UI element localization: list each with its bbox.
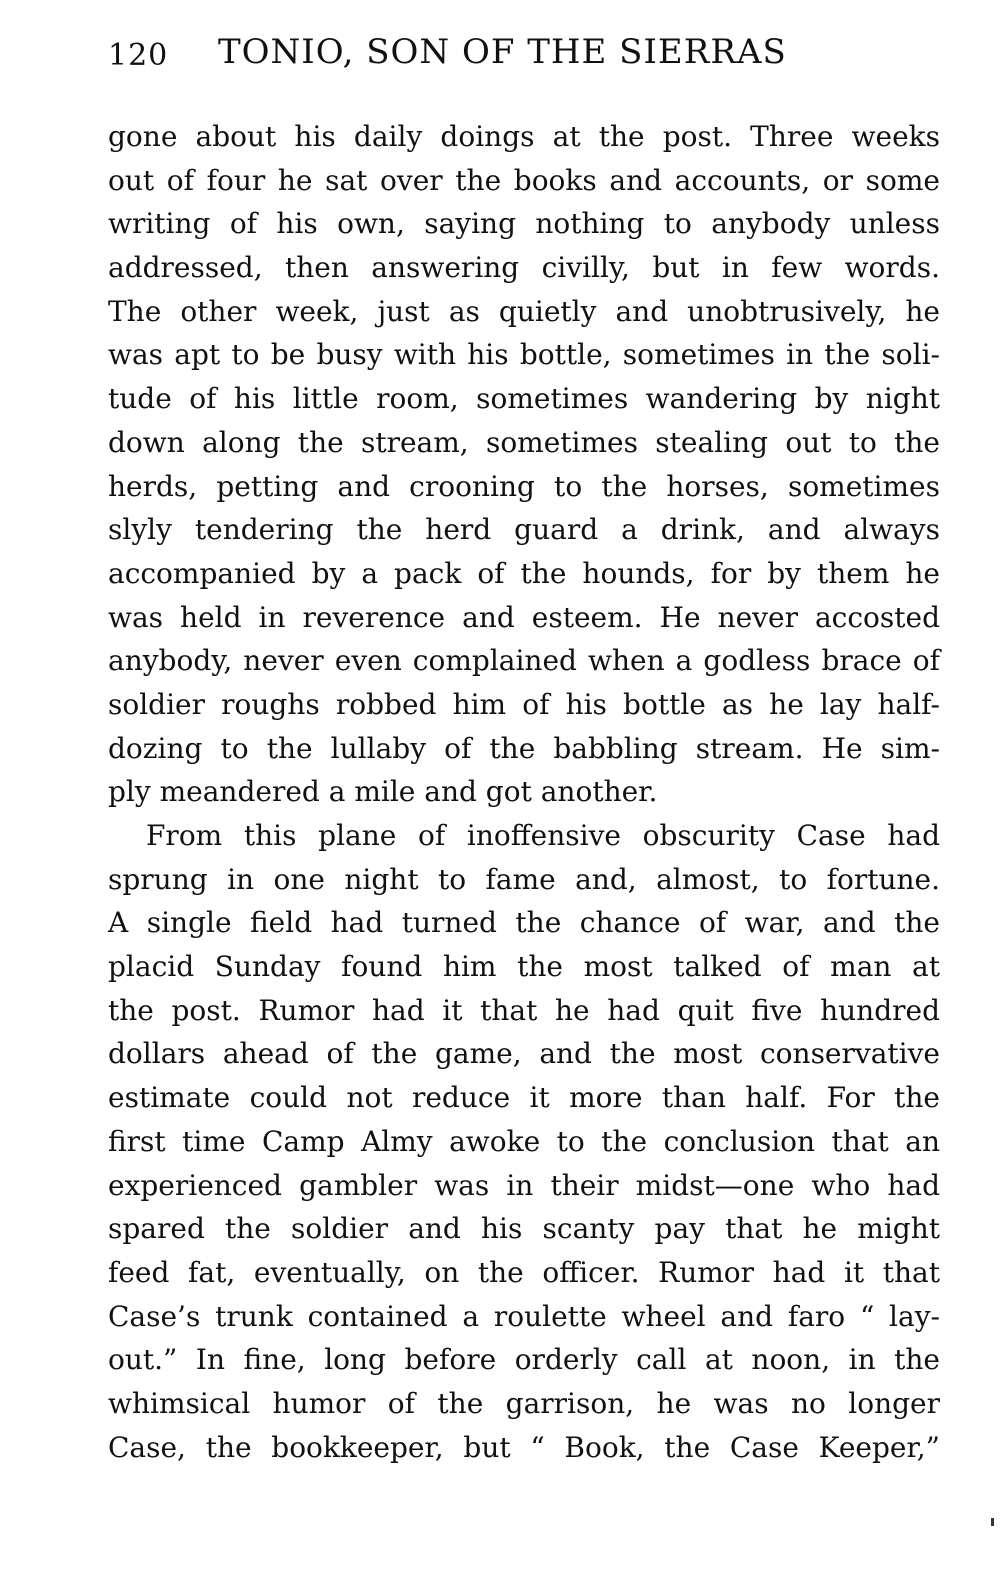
text-line: A single field had turned the chance of war, and the (108, 906, 940, 940)
text-line: herds, petting and crooning to the horses, sometimes (108, 469, 940, 503)
text-line: estimate could not reduce it more than half. For the (108, 1081, 940, 1115)
text-line: slyly tendering the herd guard a drink, and always (108, 513, 940, 547)
text-line: accompanied by a pack of the hounds, for by them he (108, 556, 940, 590)
text-line: tude of his little room, sometimes wandering by night (108, 382, 940, 416)
text-line: The other week, just as quietly and unobtrusively, he (108, 294, 940, 328)
text-line: was held in reverence and esteem. He never accosted (108, 600, 940, 634)
page-header (108, 30, 938, 86)
text-line: addressed, then answering civilly, but in few words. (108, 251, 940, 285)
text-line: was apt to be busy with his bottle, sometimes in the soli- (108, 338, 940, 372)
scan-mark (991, 1518, 994, 1526)
text-line: gone about his daily doings at the post. Three weeks (108, 120, 940, 153)
text-line: out of four he sat over the books and accounts, or some (108, 163, 940, 197)
text-line: dozing to the lullaby of the babbling stream. He sim- (108, 731, 940, 765)
text-line: Case, the bookkeeper, but “ Book, the Case Keeper,” (108, 1430, 940, 1464)
text-line: writing of his own, saying nothing to anybody unless (108, 207, 940, 241)
text-line: dollars ahead of the game, and the most conservative (108, 1037, 940, 1071)
text-line: From this plane of inoffensive obscurity Case had (146, 819, 940, 852)
text-line: down along the stream, sometimes stealing out to the (108, 425, 940, 459)
text-line: Case’s trunk contained a roulette wheel and faro “ lay- (108, 1299, 940, 1333)
text-line: experienced gambler was in their midst—one who had (108, 1168, 940, 1202)
text-line: whimsical humor of the garrison, he was no longer (108, 1386, 940, 1420)
text-line: out.” In fine, long before orderly call at noon, in the (108, 1343, 940, 1377)
text-line: feed fat, eventually, on the officer. Rumor had it that (108, 1255, 940, 1289)
running-title: TONIO, SON OF THE SIERRAS (218, 32, 787, 72)
text-line: soldier roughs robbed him of his bottle as he lay half- (108, 687, 940, 721)
text-line: anybody, never even complained when a godless brace of (108, 644, 940, 678)
text-line: placid Sunday found him the most talked of man at (108, 950, 940, 984)
text-line: first time Camp Almy awoke to the conclusion that an (108, 1124, 940, 1158)
page-number: 120 (108, 38, 169, 73)
body-text (108, 115, 940, 1469)
text-line: ply meandered a mile and got another. (108, 775, 658, 809)
text-line: spared the soldier and his scanty pay that he might (108, 1212, 940, 1246)
text-line: sprung in one night to fame and, almost, to fortune. (108, 862, 940, 896)
text-line: the post. Rumor had it that he had quit five hundred (108, 993, 940, 1027)
